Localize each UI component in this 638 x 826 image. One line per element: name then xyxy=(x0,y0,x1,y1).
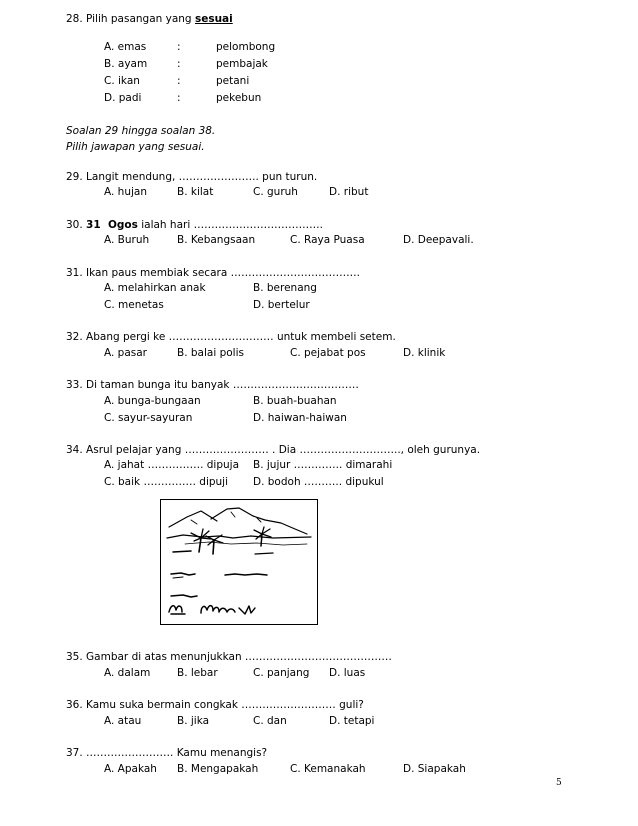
q28-row-d-right: pekebun xyxy=(216,92,262,104)
q31-stem: 31. Ikan paus membiak secara ………………………………. xyxy=(66,267,360,279)
q28-stem xyxy=(66,12,233,26)
q37-option-b: B. Mengapakah xyxy=(177,763,259,775)
q28-row-a-left: A. emas xyxy=(104,41,147,53)
q28-row-a-sep: : xyxy=(177,41,181,53)
q33-option-a: A. bunga-bungaan xyxy=(104,395,201,407)
q31-option-b: B. berenang xyxy=(253,282,317,294)
q28-stem-text: 28. Pilih pasangan yang xyxy=(66,13,195,25)
instructions-line-1: Soalan 29 hingga soalan 38. xyxy=(66,125,216,137)
q30-stem-rest: ialah hari ………………………………. xyxy=(137,219,323,231)
q33-option-b: B. buah-buahan xyxy=(253,395,337,407)
q36-option-b: B. jika xyxy=(177,715,210,727)
q35-option-d: D. luas xyxy=(329,667,366,679)
q28-row-b-sep: : xyxy=(177,58,181,70)
q32-option-a: A. pasar xyxy=(104,347,147,359)
q36-option-a: A. atau xyxy=(104,715,142,727)
landscape-sketch-image xyxy=(160,499,318,625)
q32-option-b: B. balai polis xyxy=(177,347,244,359)
q36-option-c: C. dan xyxy=(253,715,287,727)
q28-row-c-right: petani xyxy=(216,75,250,87)
q33-option-d: D. haiwan-haiwan xyxy=(253,412,347,424)
instructions-line-2: Pilih jawapan yang sesuai. xyxy=(66,141,205,153)
q30-stem xyxy=(66,218,323,232)
q31-option-d: D. bertelur xyxy=(253,299,310,311)
q30-number: 30. xyxy=(66,219,87,231)
q30-option-c: C. Raya Puasa xyxy=(290,234,365,246)
q28-row-c-left: C. ikan xyxy=(104,75,140,87)
q32-option-c: C. pejabat pos xyxy=(290,347,366,359)
q29-option-d: D. ribut xyxy=(329,186,369,198)
q28-row-d-left: D. padi xyxy=(104,92,142,104)
landscape-sketch-drawing xyxy=(161,500,316,623)
q34-option-b: B. jujur ………….. dimarahi xyxy=(253,459,393,471)
q28-row-b-left: B. ayam xyxy=(104,58,148,70)
q37-option-a: A. Apakah xyxy=(104,763,157,775)
q33-option-c: C. sayur-sayuran xyxy=(104,412,193,424)
q28-row-c-sep: : xyxy=(177,75,181,87)
q29-option-c: C. guruh xyxy=(253,186,298,198)
q37-option-c: C. Kemanakah xyxy=(290,763,366,775)
q30-option-b: B. Kebangsaan xyxy=(177,234,256,246)
q37-stem: 37. ……………………. Kamu menangis? xyxy=(66,747,268,759)
q34-option-c: C. baik …………… dipuji xyxy=(104,476,229,488)
q28-row-a-right: pelombong xyxy=(216,41,276,53)
q35-stem: 35. Gambar di atas menunjukkan …………………………………… xyxy=(66,651,392,663)
q28-emphasis: sesuai xyxy=(194,13,233,25)
q28-row-d-sep: : xyxy=(177,92,181,104)
q35-option-a: A. dalam xyxy=(104,667,151,679)
q29-option-a: A. hujan xyxy=(104,186,147,198)
q34-option-d: D. bodoh ……….. dipukul xyxy=(253,476,384,488)
q36-stem: 36. Kamu suka bermain congkak ……………………… guli? xyxy=(66,699,364,711)
q29-option-b: B. kilat xyxy=(177,186,214,198)
q30-option-d: D. Deepavali. xyxy=(403,234,474,246)
q31-option-a: A. melahirkan anak xyxy=(104,282,206,294)
page-number: 5 xyxy=(556,778,562,788)
q36-option-d: D. tetapi xyxy=(329,715,375,727)
q35-option-b: B. lebar xyxy=(177,667,218,679)
q31-option-c: C. menetas xyxy=(104,299,164,311)
q34-option-a: A. jahat ……………. dipuja xyxy=(104,459,239,471)
q33-stem: 33. Di taman bunga itu banyak ……………………………… xyxy=(66,379,359,391)
q32-option-d: D. klinik xyxy=(403,347,446,359)
q32-stem: 32. Abang pergi ke ………………………… untuk membeli setem. xyxy=(66,331,396,343)
q30-date: 31 Ogos xyxy=(86,219,138,231)
q28-row-b-right: pembajak xyxy=(216,58,268,70)
q30-option-a: A. Buruh xyxy=(104,234,150,246)
q34-stem: 34. Asrul pelajar yang …………………… . Dia ……………………….., oleh gurunya. xyxy=(66,444,481,456)
q29-stem: 29. Langit mendung, ………………….. pun turun. xyxy=(66,171,318,183)
q35-option-c: C. panjang xyxy=(253,667,310,679)
q37-option-d: D. Siapakah xyxy=(403,763,466,775)
